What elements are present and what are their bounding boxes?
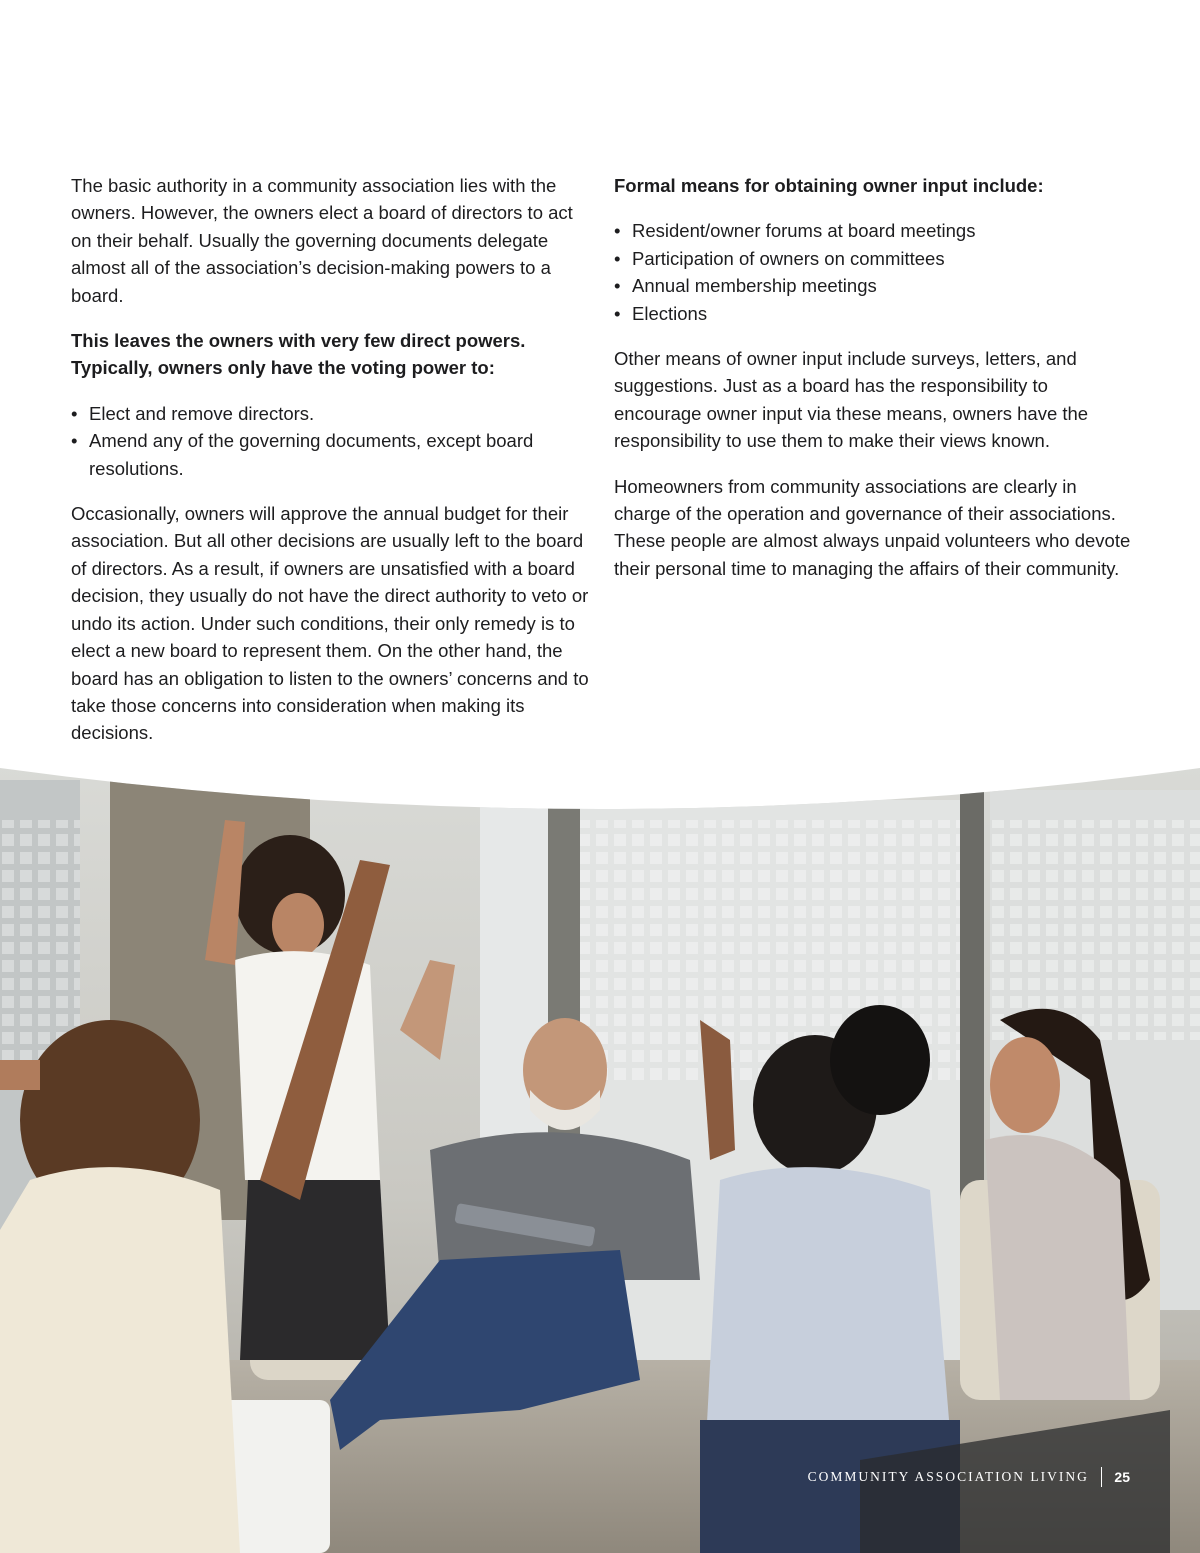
- footer-divider: [1101, 1467, 1103, 1487]
- meeting-photo-illustration: [0, 760, 1200, 1553]
- voting-power-list: [71, 400, 591, 482]
- list-item: • Amend any of the governing documents, except board resolutions.: [71, 427, 591, 482]
- publication-name: COMMUNITY ASSOCIATION LIVING: [807, 1469, 1089, 1484]
- list-item: • Participation of owners on committees: [614, 245, 1134, 272]
- owner-input-lead: Formal means for obtaining owner input include:: [614, 175, 1044, 196]
- page-number: 25: [1114, 1469, 1130, 1485]
- voting-power-lead: This leaves the owners with very few direct powers. Typically, owners only have the voting power to:: [71, 330, 526, 379]
- intro-paragraph: The basic authority in a community association lies with the owners. However, the owners elect a board of directors to act on their behalf. Usually the governing documents delegate almost all of the association’s decision-making powers to a board.: [71, 175, 573, 306]
- owner-input-list: [614, 217, 1134, 327]
- list-item: • Annual membership meetings: [614, 272, 1134, 299]
- budget-paragraph: Occasionally, owners will approve the annual budget for their association. But all other decisions are usually left to the board of directors. As a result, if owners are unsatisfied with a board decision, they usually do not have the direct authority to veto or undo its action. Under such conditions, their only remedy is to elect a new board to represent them. On the other hand, the board has an obligation to listen to the owners’ concerns and to take those concerns into consideration when making its decisions.: [71, 503, 589, 744]
- left-column: [71, 172, 591, 765]
- right-column: [614, 172, 1134, 600]
- list-item: • Resident/owner forums at board meetings: [614, 217, 1134, 244]
- list-item: • Elections: [614, 300, 1134, 327]
- list-item: • Elect and remove directors.: [71, 400, 591, 427]
- page-footer: [808, 1466, 1130, 1488]
- meeting-photo: [0, 760, 1200, 1553]
- homeowners-paragraph: Homeowners from community associations are clearly in charge of the operation and governance of their associations. These people are almost always unpaid volunteers who devote their personal time to managing the affairs of their community.: [614, 475, 1131, 579]
- other-means-paragraph: Other means of owner input include surveys, letters, and suggestions. Just as a board has the responsibility to encourage owner input via these means, owners have the responsibility to use them to make their views known.: [614, 348, 1089, 452]
